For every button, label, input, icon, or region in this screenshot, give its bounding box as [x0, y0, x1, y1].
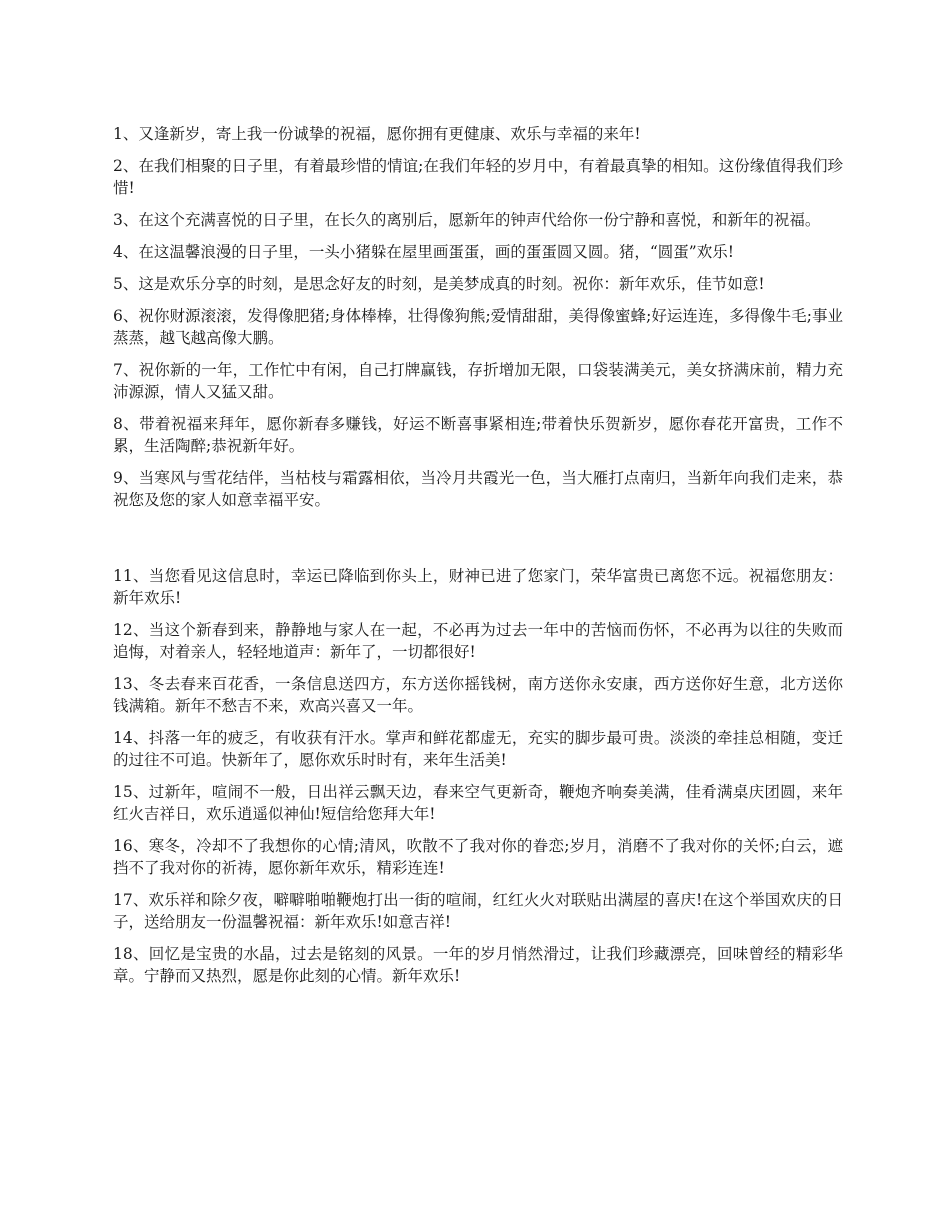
paragraph-3: 3、在这个充满喜悦的日子里，在长久的离别后，愿新年的钟声代给你一份宁静和喜悦，和新年的祝福。: [113, 211, 821, 229]
paragraph-6: 6、祝你财源滚滚，发得像肥猪;身体棒棒，壮得像狗熊;爱情甜甜，美得像蜜蜂;好运连连，多得像牛毛;事业蒸蒸，越飞越高像大鹏。: [113, 307, 843, 347]
paragraph-13: 13、冬去春来百花香，一条信息送四方，东方送你摇钱树，南方送你永安康，西方送你好生意，北方送你钱满箱。新年不愁吉不来，欢高兴喜又一年。: [113, 675, 843, 715]
paragraph-12: 12、当这个新春到来，静静地与家人在一起，不必再为过去一年中的苦恼而伤怀，不必再为以往的失败而追悔，对着亲人，轻轻地道声：新年了，一切都很好!: [113, 621, 843, 661]
paragraph-16: 16、寒冬，冷却不了我想你的心情;清风，吹散不了我对你的眷恋;岁月，消磨不了我对你的关怀;白云，遮挡不了我对你的祈祷，愿你新年欢乐，精彩连连!: [113, 837, 843, 877]
paragraph-18: 18、回忆是宝贵的水晶，过去是铭刻的风景。一年的岁月悄然滑过，让我们珍藏漂亮，回味曾经的精彩华章。宁静而又热烈，愿是你此刻的心情。新年欢乐!: [113, 945, 843, 985]
paragraph-1: 1、又逢新岁，寄上我一份诚挚的祝福，愿你拥有更健康、欢乐与幸福的来年!: [113, 125, 641, 143]
paragraph-2: 2、在我们相聚的日子里，有着最珍惜的情谊;在我们年轻的岁月中，有着最真挚的相知。这份缘值得我们珍惜!: [113, 157, 843, 197]
section-gap: [113, 521, 843, 565]
paragraph-7: 7、祝你新的一年，工作忙中有闲，自己打牌赢钱，存折增加无限，口袋装满美元，美女挤满床前，精力充沛源源，情人又猛又甜。: [113, 361, 843, 401]
paragraph-17: 17、欢乐祥和除夕夜，噼噼啪啪鞭炮打出一街的喧闹，红红火火对联贴出满屋的喜庆!在这个举国欢庆的日子，送给朋友一份温馨祝福：新年欢乐!如意吉祥!: [113, 891, 843, 931]
paragraph-4: 4、在这温馨浪漫的日子里，一头小猪躲在屋里画蛋蛋，画的蛋蛋圆又圆。猪，“圆蛋”欢乐!: [113, 243, 734, 261]
paragraph-11: 11、当您看见这信息时，幸运已降临到你头上，财神已进了您家门，荣华富贵已离您不远。祝福您朋友：新年欢乐!: [113, 567, 843, 607]
paragraph-8: 8、带着祝福来拜年，愿你新春多赚钱，好运不断喜事紧相连;带着快乐贺新岁，愿你春花开富贵，工作不累，生活陶醉;恭祝新年好。: [113, 415, 843, 455]
paragraph-5: 5、这是欢乐分享的时刻，是思念好友的时刻，是美梦成真的时刻。祝你：新年欢乐，佳节如意!: [113, 275, 765, 293]
document-body: [113, 123, 843, 997]
paragraph-15: 15、过新年，喧闹不一般，日出祥云飘天边，春来空气更新奇，鞭炮齐响奏美满，佳肴满桌庆团圆，来年红火吉祥日，欢乐逍遥似神仙!短信给您拜大年!: [113, 783, 843, 823]
paragraph-14: 14、抖落一年的疲乏，有收获有汗水。掌声和鲜花都虚无，充实的脚步最可贵。淡淡的牵挂总相随，变迁的过往不可追。快新年了，愿你欢乐时时有，来年生活美!: [113, 729, 843, 769]
paragraph-9: 9、当寒风与雪花结伴，当枯枝与霜露相依，当冷月共霞光一色，当大雁打点南归，当新年向我们走来，恭祝您及您的家人如意幸福平安。: [113, 469, 843, 509]
